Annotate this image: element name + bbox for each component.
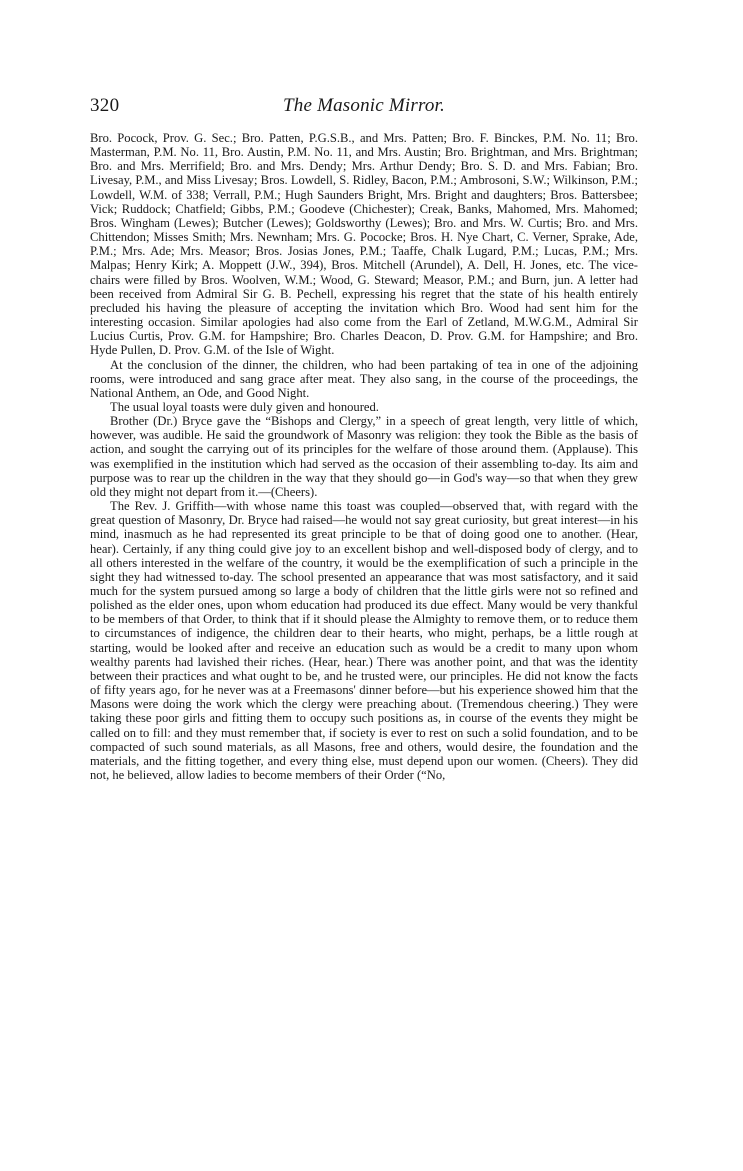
running-title: The Masonic Mirror. [283,95,445,116]
paragraph-attendees: Bro. Pocock, Prov. G. Sec.; Bro. Patten, P.G.S.B., and Mrs. Patten; Bro. F. Binckes, P.M. No. 11; Bro. Masterman, P.M. No. 11, Bro. Austin, P.M. No. 11, and Mrs. Austin; Bro. Brightman, and Mrs. Brightman; Bro. and Mrs. Merrifield; Bro. and Mrs. Dendy; Mrs. Arthur Dendy; Bro. S. D. and Mrs. Fabian; Bro. Livesay, P.M., and Miss Livesay; Bros. Lowdell, S. Ridley, Bacon, P.M.; Ambrosoni, S.W.; Wilkinson, P.M.; Lowdell, W.M. of 338; Verrall, P.M.; Hugh Saunders Bright, Mrs. Bright and daughters; Bros. Battersbee; Vick; Ruddock; Chatfield; Gibbs, P.M.; Goodeve (Chichester); Creak, Banks, Mahomed, Mrs. Mahomed; Bros. Wingham (Lewes); Butcher (Lewes); Goldsworthy (Lewes); Bro. and Mrs. W. Curtis; Bro. and Mrs. Chittendon; Misses Smith; Mrs. Newnham; Mrs. G. Pococke; Bros. H. Nye Chart, C. Verner, Sprake, Ade, P.M.; Mrs. Ade; Mrs. Measor; Bros. Josias Jones, P.M.; Taaffe, Chalk Lugard, P.M.; Lucas, P.M.; Mrs. Malpas; Henry Kirk; A. Moppett (J.W., 394), Bros. Mitchell (Arundel), A. Dell, H. Jones, etc. The vice-chairs were filled by Bros. Woolven, W.M.; Wood, G. Steward; Measor, P.M.; and Burn, jun. A letter had been received from Admiral Sir G. B. Pechell, expressing his regret that the state of his health entirely precluded his having the pleasure of accepting the invitation which Bro. Wood had sent him for the interesting occasion. Similar apologies had also come from the Earl of Zetland, M.W.G.M., Admiral Sir Lucius Curtis, Prov. G.M. for Hampshire; Bro. Charles Deacon, D. Prov. G.M. for Hampshire; and Bro. Hyde Pullen, D. Prov. G.M. of the Isle of Wight. [90,131,638,358]
page-number: 320 [90,95,120,116]
page-header [90,95,638,119]
paragraph-loyal-toasts: The usual loyal toasts were duly given and honoured. [110,399,379,414]
paragraph-bryce-speech: Brother (Dr.) Bryce gave the “Bishops and Clergy,” in a speech of great length, very little of which, however, was audible. He said the groundwork of Masonry was religion: they took the Bible as the basis of action, and sought the carrying out of its principles for the welfare of those around them. (Applause). This was exemplified in the institution which had served as the occasion of their assembling to-day. Its aim and purpose was to rear up the children in the way that they should go—in God's way—so that when they grew old they might not depart from it.—(Cheers). [90,414,638,499]
article-body [90,131,638,782]
paragraph-children: At the conclusion of the dinner, the children, who had been partaking of tea in one of the adjoining rooms, were introduced and sang grace after meat. They also sang, in the course of the proceedings, the National Anthem, an Ode, and Good Night. [90,357,638,400]
paragraph-griffith-reply: The Rev. J. Griffith—with whose name this toast was coupled—observed that, with regard with the great question of Masonry, Dr. Bryce had raised—he would not say great curiosity, but great interest—in his mind, inasmuch as he had represented its great principle to be that of doing good one to another. (Hear, hear). Certainly, if any thing could give joy to an excellent bishop and well-disposed body of clergy, and to all others interested in the welfare of the country, it would be the exemplification of such a principle in the sight they had witnessed to-day. The school presented an appearance that was most satisfactory, and it said much for the system pursued among so large a body of children that the little girls were not so refined and polished as the elder ones, upon whom education had produced its due effect. Many would be very thankful to be members of that Order, to think that if it should please the Almighty to remove them, or to reduce them to circumstances of indigence, the children dear to their hearts, who might, perhaps, be a little rough at starting, would be looked after and receive an education such as would be a credit to many upon whom wealthy parents had lavished their riches. (Hear, hear.) There was another point, and that was the identity between their practices and what ought to be, and he trusted were, our principles. He did not know the facts of fifty years ago, for he never was at a Freemasons' dinner before—but his experience showed him that the Masons were doing the work which the clergy were preaching about. (Tremendous cheering.) They were taking these poor girls and fitting them to occupy such positions as, in course of the events they might be called on to fill: and they must remember that, if society is ever to rest on such a solid foundation, and to be compacted of such sound materials, as all Masons, free and others, would desire, the foundation and the materials, and the fitting together, and every thing else, must depend upon our women. (Cheers). They did not, he believed, allow ladies to become members of their Order (“No, [90,499,638,783]
